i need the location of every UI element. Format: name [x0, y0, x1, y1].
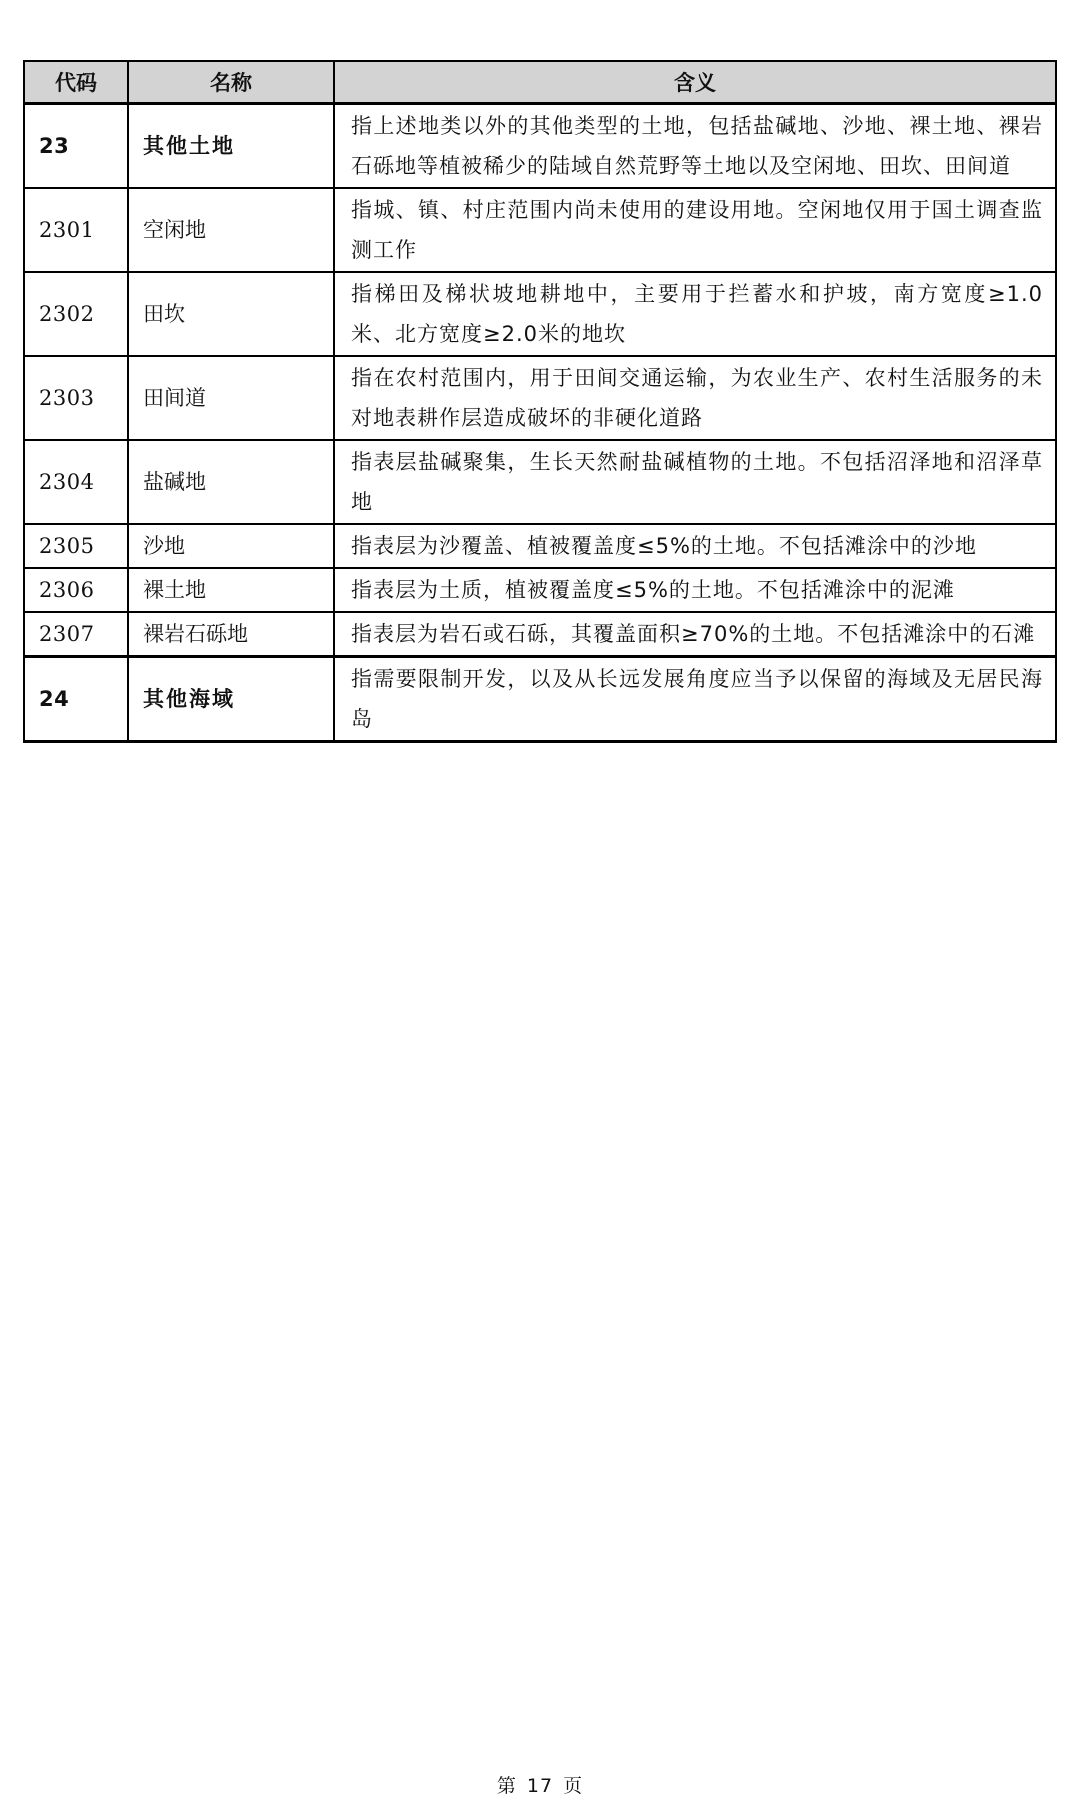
- footer-prefix: 第: [496, 1775, 517, 1797]
- header-code: 代码: [24, 61, 128, 104]
- row-code: 2302: [24, 272, 128, 356]
- row-meaning: 指表层为沙覆盖、植被覆盖度≤5%的土地。不包括滩涂中的沙地: [334, 524, 1056, 568]
- table-row: [24, 612, 1056, 657]
- row-name: 沙地: [128, 524, 334, 568]
- row-name: 裸岩石砾地: [128, 612, 334, 657]
- row-code: 23: [24, 104, 128, 189]
- row-code: 2307: [24, 612, 128, 657]
- header-name: 名称: [128, 61, 334, 104]
- row-name: 其他土地: [128, 104, 334, 189]
- row-meaning: 指梯田及梯状坡地耕地中，主要用于拦蓄水和护坡，南方宽度≥1.0米、北方宽度≥2.0米的地坎: [334, 272, 1056, 356]
- footer-suffix: 页: [563, 1775, 584, 1797]
- row-name: 空闲地: [128, 188, 334, 272]
- row-meaning: 指城、镇、村庄范围内尚未使用的建设用地。空闲地仅用于国土调查监测工作: [334, 188, 1056, 272]
- page-number: 17: [526, 1775, 554, 1797]
- row-meaning: 指表层盐碱聚集，生长天然耐盐碱植物的土地。不包括沼泽地和沼泽草地: [334, 440, 1056, 524]
- row-name: 裸土地: [128, 568, 334, 612]
- row-name: 盐碱地: [128, 440, 334, 524]
- row-meaning: 指需要限制开发，以及从长远发展角度应当予以保留的海域及无居民海岛: [334, 657, 1056, 742]
- table-row: [24, 440, 1056, 524]
- table-header-row: [24, 61, 1056, 104]
- page-footer: [0, 1771, 1080, 1798]
- row-code: 2303: [24, 356, 128, 440]
- row-code: 24: [24, 657, 128, 742]
- land-classification-table: [23, 60, 1057, 743]
- row-code: 2306: [24, 568, 128, 612]
- table-row: [24, 568, 1056, 612]
- table-row: [24, 657, 1056, 742]
- row-name: 田间道: [128, 356, 334, 440]
- table-row: [24, 188, 1056, 272]
- row-code: 2305: [24, 524, 128, 568]
- row-meaning: 指在农村范围内，用于田间交通运输，为农业生产、农村生活服务的未对地表耕作层造成破坏的非硬化道路: [334, 356, 1056, 440]
- row-meaning: 指上述地类以外的其他类型的土地，包括盐碱地、沙地、裸土地、裸岩石砾地等植被稀少的陆域自然荒野等土地以及空闲地、田坎、田间道: [334, 104, 1056, 189]
- table-row: [24, 104, 1056, 189]
- row-meaning: 指表层为岩石或石砾，其覆盖面积≥70%的土地。不包括滩涂中的石滩: [334, 612, 1056, 657]
- row-name: 其他海域: [128, 657, 334, 742]
- header-meaning: 含义: [334, 61, 1056, 104]
- table-row: [24, 356, 1056, 440]
- row-name: 田坎: [128, 272, 334, 356]
- table-row: [24, 272, 1056, 356]
- row-code: 2301: [24, 188, 128, 272]
- row-code: 2304: [24, 440, 128, 524]
- table-row: [24, 524, 1056, 568]
- row-meaning: 指表层为土质，植被覆盖度≤5%的土地。不包括滩涂中的泥滩: [334, 568, 1056, 612]
